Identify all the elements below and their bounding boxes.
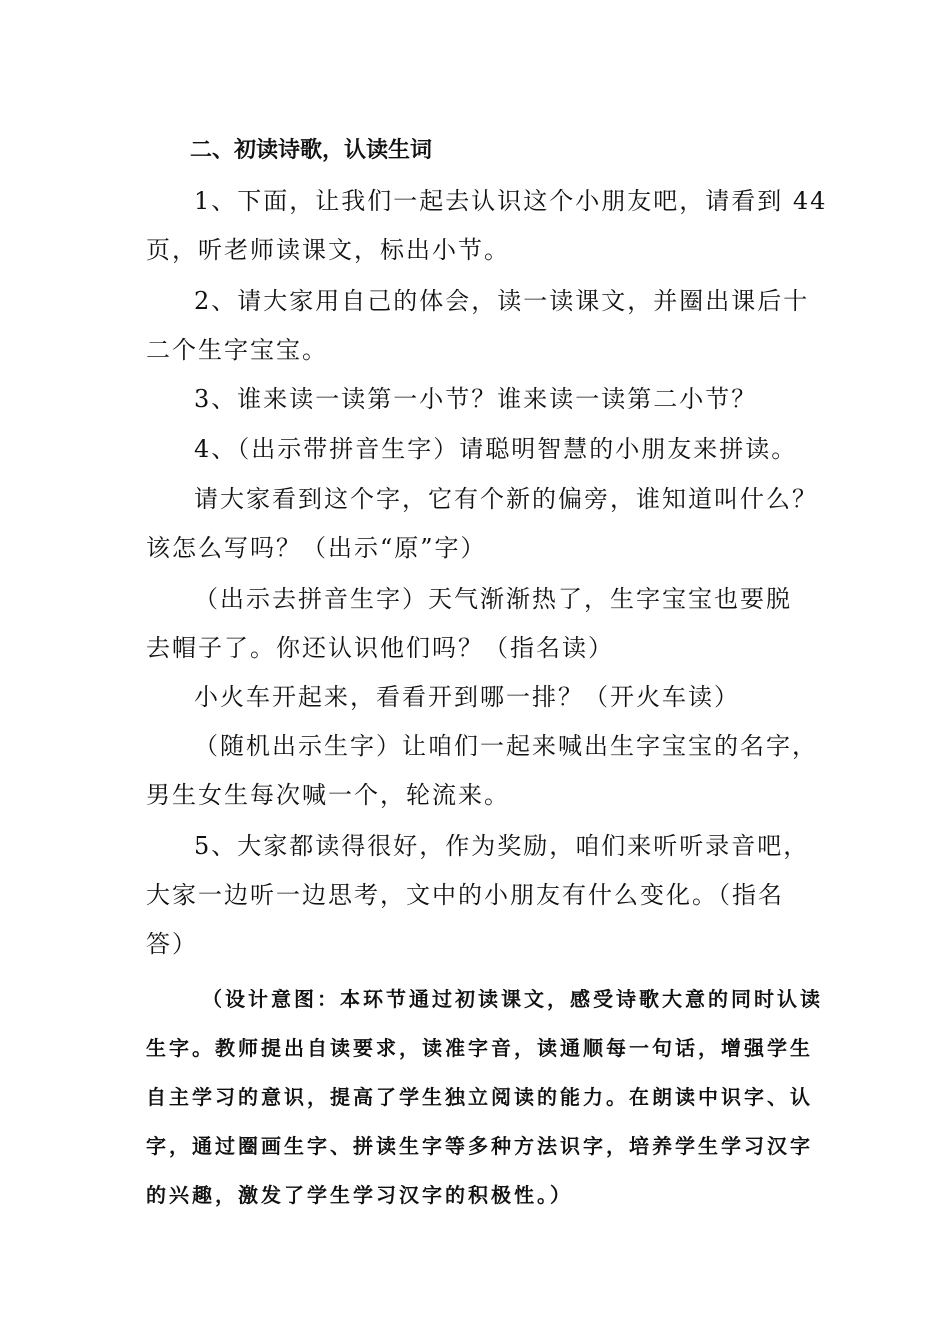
section-heading: 二、初读诗歌，认读生词: [190, 138, 433, 163]
paragraph-line: 1、下面，让我们一起去认识这个小朋友吧，请看到 44: [194, 187, 828, 215]
paragraph-2: [146, 277, 818, 375]
paragraph-1: [146, 177, 828, 275]
design-note-line: （设计意图：本环节通过初读课文，感受诗歌大意的同时认读: [202, 987, 823, 1011]
design-note-line: 字，通过圈画生字、拼读生字等多种方法识字，培养学生学习汉字: [146, 1134, 813, 1158]
paragraph-6: [146, 575, 818, 673]
design-note-line: 自主学习的意识，提高了学生独立阅读的能力。在朗读中识字、认: [146, 1085, 813, 1109]
paragraph-8: [146, 722, 818, 820]
paragraph-line: 去帽子了。你还认识他们吗？（指名读）: [146, 634, 614, 662]
paragraph-line: 4、（出示带拼音生字）请聪明智慧的小朋友来拼读。: [194, 435, 798, 463]
paragraph-7: [146, 673, 818, 722]
paragraph-3: [146, 375, 818, 424]
paragraph-9: [146, 822, 818, 969]
paragraph-line: 二个生字宝宝。: [146, 336, 328, 364]
paragraph-line: 5、大家都读得很好，作为奖励，咱们来听听录音吧，: [194, 832, 810, 860]
paragraph-line: （出示去拼音生字）天气渐渐热了，生字宝宝也要脱: [194, 585, 792, 613]
paragraph-line: 请大家看到这个字，它有个新的偏旁，谁知道叫什么？: [194, 485, 818, 513]
paragraph-line: 小火车开起来，看看开到哪一排？（开火车读）: [194, 683, 740, 711]
design-note: [146, 975, 823, 1220]
design-note-line: 生字。教师提出自读要求，读准字音，读通顺每一句话，增强学生: [146, 1036, 813, 1060]
paragraph-line: 答）: [146, 930, 198, 958]
paragraph-line: 2、请大家用自己的体会，读一读课文，并圈出课后十: [194, 287, 810, 315]
paragraph-line: 页，听老师读课文，标出小节。: [146, 236, 510, 264]
paragraph-line: 3、谁来读一读第一小节？谁来读一读第二小节？: [194, 385, 758, 413]
paragraph-line: 该怎么写吗？（出示“原”字）: [146, 534, 487, 562]
paragraph-4: [146, 425, 818, 474]
paragraph-line: （随机出示生字）让咱们一起来喊出生字宝宝的名字，: [194, 732, 818, 760]
design-note-line: 的兴趣，激发了学生学习汉字的积极性。）: [146, 1183, 573, 1207]
paragraph-5: [146, 475, 818, 573]
paragraph-line: 男生女生每次喊一个，轮流来。: [146, 781, 510, 809]
paragraph-line: 大家一边听一边思考，文中的小朋友有什么变化。（指名: [146, 881, 784, 909]
